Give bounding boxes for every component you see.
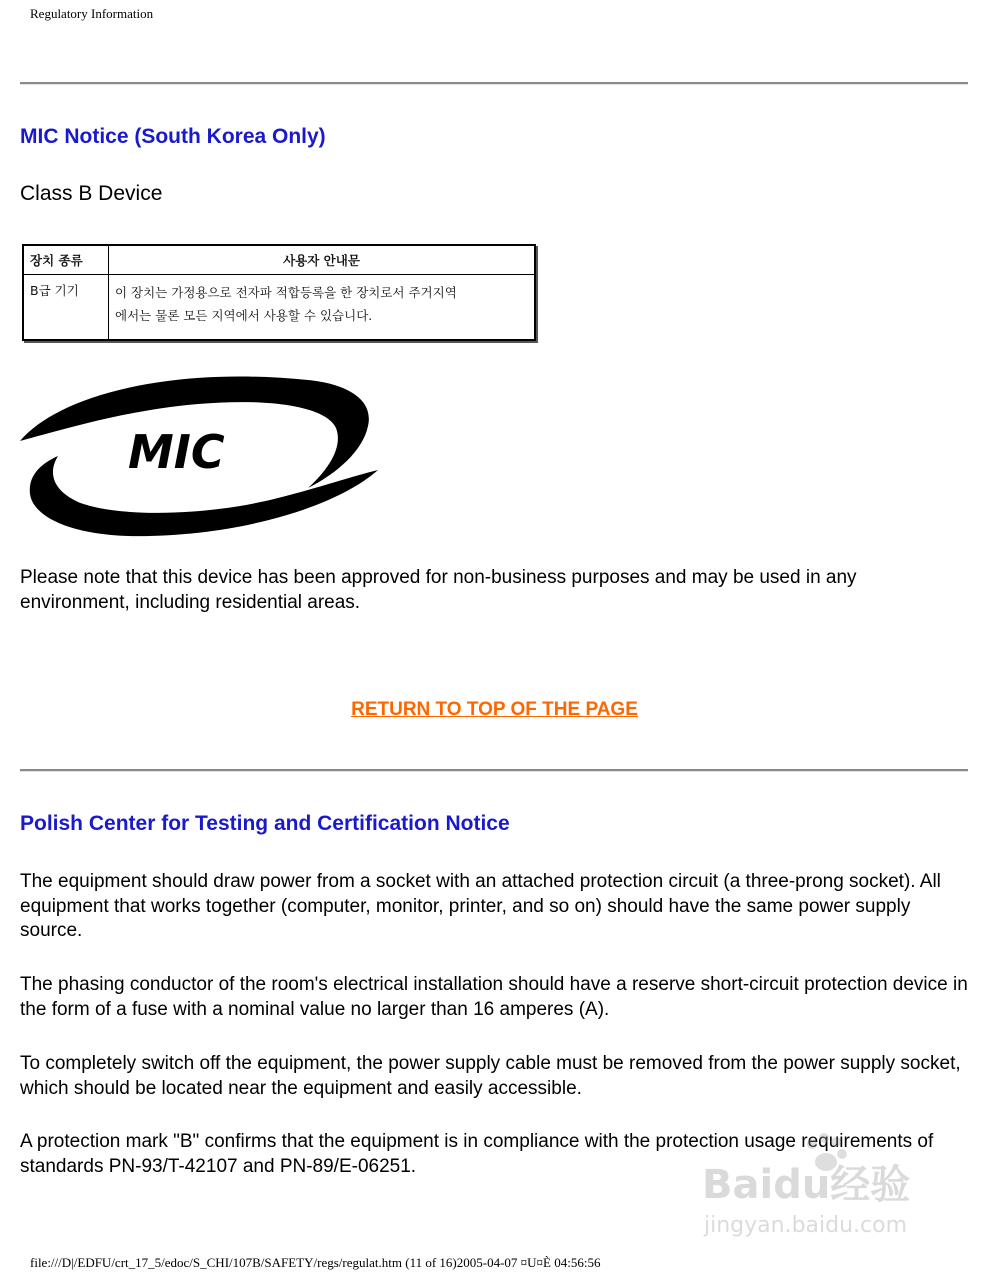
notice-line-1: 이 장치는 가정용으로 전자파 적합등록을 한 장치로서 주거지역 (115, 285, 457, 300)
return-to-top-link[interactable]: RETURN TO TOP OF THE PAGE (351, 699, 638, 720)
mic-notice-title: MIC Notice (South Korea Only) (20, 125, 326, 148)
polish-paragraph-2: The phasing conductor of the room's electrical installation should have a reserve short-circuit protection device in the form of a fuse with a nominal value no larger than 16 amperes (A). (20, 974, 968, 1020)
divider (20, 82, 968, 85)
mic-logo-text: MIC (128, 425, 225, 479)
polish-paragraph-1: The equipment should draw power from a socket with an attached protection circuit (a three-prong socket). All equipment that works together (computer, monitor, printer, and so on) should have the same power supply source. (20, 871, 941, 941)
table-header-user-notice: 사용자 안내문 (109, 245, 536, 275)
class-b-label: Class B Device (20, 182, 163, 205)
mic-logo-icon (18, 376, 380, 538)
page-header-title: Regulatory Information (30, 6, 154, 21)
footer-file-path: file:///D|/EDFU/crt_17_5/edoc/S_CHI/107B/SAFETY/regs/regulat.htm (11 of 16)2005-04-07 ¤U¤È 04:56:56 (30, 1255, 601, 1270)
watermark-url: jingyan.baidu.com (704, 1213, 908, 1238)
korean-notice-table (22, 244, 536, 341)
notice-line-2: 에서는 물론 모든 지역에서 사용할 수 있습니다. (115, 308, 373, 323)
polish-paragraph-3: To completely switch off the equipment, the power supply cable must be removed from the power supply socket, which should be located near the equipment and easily accessible. (20, 1053, 961, 1099)
polish-paragraph-4: A protection mark "B" confirms that the equipment is in compliance with the protection usage requirements of standards PN-93/T-42107 and PN-89/E-06251. (20, 1131, 934, 1177)
polish-notice-title: Polish Center for Testing and Certification Notice (20, 812, 510, 835)
mic-note-paragraph: Please note that this device has been approved for non-business purposes and may be used in any environment, including residential areas. (20, 567, 857, 613)
table-header-device-type: 장치 종류 (23, 245, 109, 275)
baidu-watermark-icon (700, 1130, 940, 1240)
divider (20, 769, 968, 772)
watermark-brand: Baidu经验 (702, 1162, 911, 1208)
table-cell-notice (109, 275, 536, 341)
table-cell-class: B급 기기 (23, 275, 109, 341)
